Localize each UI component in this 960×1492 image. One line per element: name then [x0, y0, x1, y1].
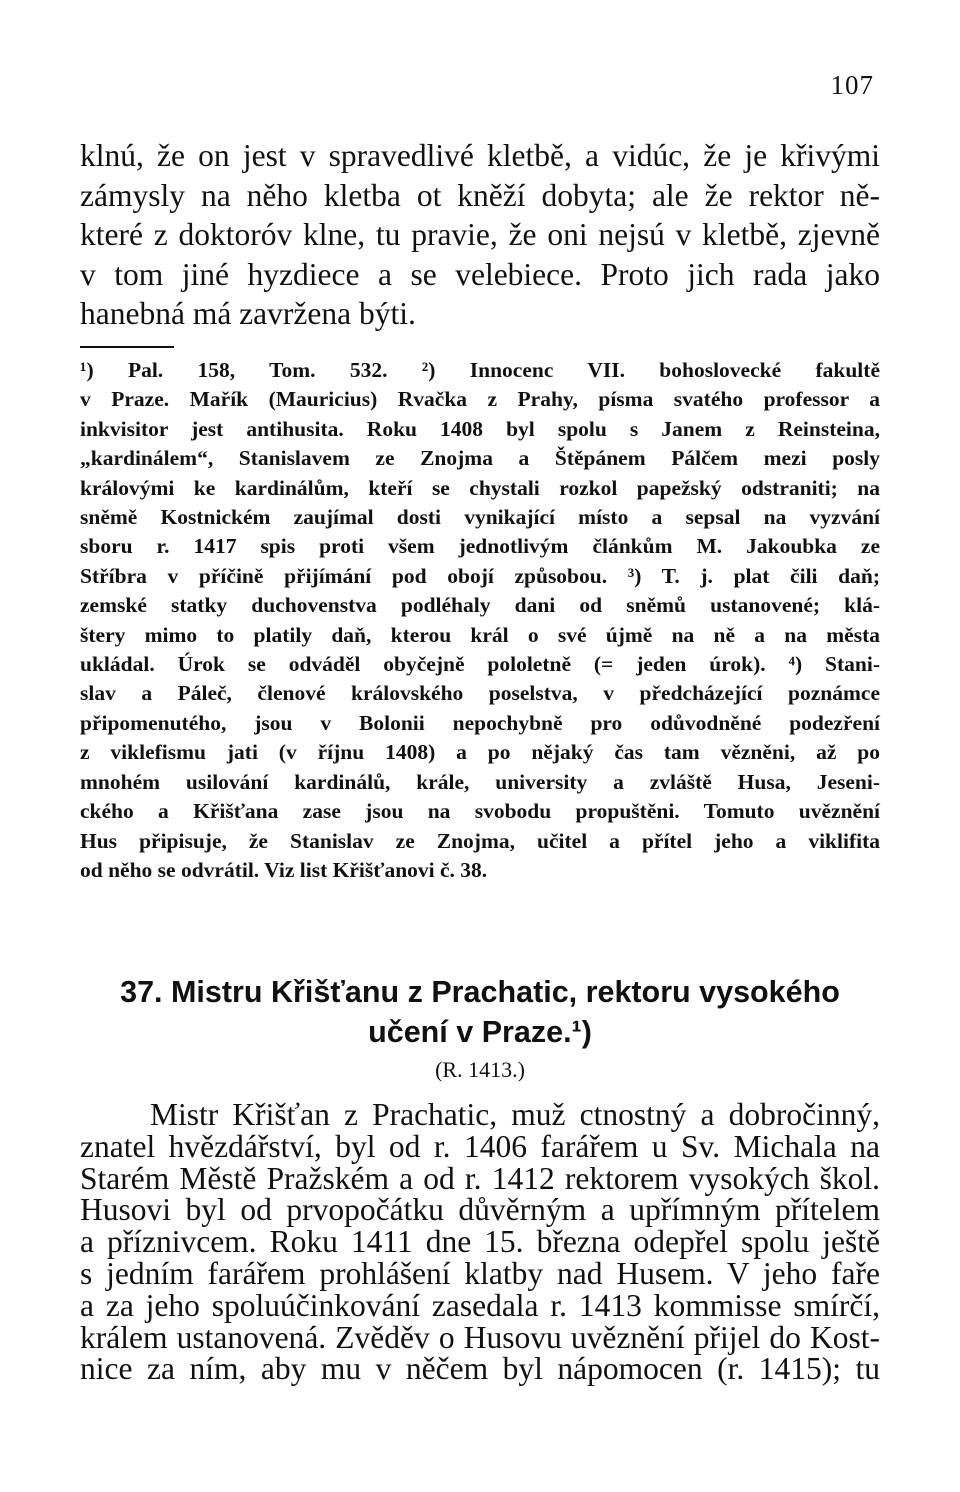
section-date: (R. 1413.) — [435, 1057, 525, 1082]
footnote-line: zemské statky duchovenstva podléhaly dani od sněmů ustanovené; klá- — [80, 593, 880, 618]
footnote-line: inkvisitor jest antihusita. Roku 1408 byl spolu s Janem z Reinsteina, — [80, 416, 880, 441]
footnote-line: ckého a Křišťana zase jsou na svobodu propuštěni. Tomuto uvěznění — [80, 799, 880, 824]
footnotes-block — [80, 356, 880, 885]
text-line: Husovi byl od prvopočátku důvěrným a upřímným přítelem — [80, 1192, 880, 1228]
text-line: Starém Městě Pražském a od r. 1412 rektorem vysokých škol. — [80, 1160, 880, 1196]
footnote-line: ukládal. Úrok se odváděl obyčejně pololetně (= jeden úrok). ⁴) Stani- — [80, 652, 880, 677]
footnote-line: mnohém usilování kardinálů, krále, university a zvláště Husa, Jeseni- — [80, 769, 880, 794]
footnote-line: sboru r. 1417 spis proti všem jednotlivým článkům M. Jakoubka ze — [80, 534, 880, 559]
text-line: králem ustanovená. Zvěděv o Husovu uvěznění přijel do Kost- — [80, 1319, 880, 1355]
text-line: znatel hvězdářství, byl od r. 1406 farářem u Sv. Michala na — [80, 1128, 880, 1164]
heading-line: 37. Mistru Křišťanu z Prachatic, rektoru vysokého — [120, 975, 840, 1009]
text-line: klnú, že on jest v spravedlivé kletbě, a vidúc, že je křivými — [80, 138, 880, 173]
heading-line: učení v Praze.¹) — [368, 1015, 592, 1049]
text-line: zámysly na něho kletba ot kněží dobyta; ale že rektor ně- — [80, 177, 880, 213]
footnote-line: „kardinálem“, Stanislavem ze Znojma a Štěpánem Pálčem mezi posly — [80, 446, 880, 471]
text-line: Mistr Křišťan z Prachatic, muž ctnostný a dobročinný, — [150, 1097, 880, 1132]
footnote-line: z viklefismu jati (v říjnu 1408) a po nějaký čas tam vězněni, až po — [80, 740, 880, 765]
footnote-line: královými ke kardinálům, kteří se chystali rozkol papežský odstraniti; na — [80, 475, 880, 500]
footnote-line: ¹) Pal. 158, Tom. 532. ²) Innocenc VII. bohoslovecké fakultě — [80, 358, 880, 382]
footnote-line: Hus připisuje, že Stanislav ze Znojma, učitel a přítel jeho a viklifita — [80, 828, 880, 853]
section-heading — [80, 972, 880, 1052]
page-number: 107 — [830, 70, 874, 100]
footnote-line: sněmě Kostnickém zaujímal dosti vynikající místo a sepsal na vyzvání — [80, 505, 880, 530]
main-text-block — [80, 136, 880, 334]
footnote-line: připomenutého, jsou v Bolonii nepochybně pro odůvodněné podezření — [80, 710, 880, 735]
section-body-text — [80, 1099, 880, 1385]
footnote-line: Stříbra v příčině přijímání pod obojí způsobou. ³) T. j. plat čili daň; — [80, 563, 880, 588]
footnote-line: slav a Páleč, členové královského poselstva, v předcházející poznámce — [80, 681, 880, 706]
text-line: nice za ním, aby mu v něčem byl nápomocen (r. 1415); tu — [80, 1351, 880, 1387]
text-line: které z doktoróv klne, tu pravie, že oni nejsú v kletbě, zjevně — [80, 217, 880, 253]
footnote-divider — [80, 346, 174, 348]
footnote-line: štery mimo to platily daň, kterou král o své újmě na ně a na města — [80, 622, 880, 647]
text-line: s jedním farářem prohlášení klatby nad Husem. V jeho faře — [80, 1255, 880, 1291]
text-line: v tom jiné hyzdiece a se velebiece. Proto jich rada jako — [80, 256, 880, 292]
text-line: a příznivcem. Roku 1411 dne 15. března odepřel spolu ještě — [80, 1224, 880, 1260]
footnote-line: v Praze. Mařík (Mauricius) Rvačka z Prahy, písma svatého professor a — [80, 387, 880, 412]
text-line: a za jeho spoluúčinkování zasedala r. 1413 kommisse smírčí, — [80, 1287, 880, 1323]
text-line: hanebná má zavržena býti. — [80, 296, 416, 332]
footnote-line: od něho se odvrátil. Viz list Křišťanovi č. 38. — [80, 857, 488, 882]
